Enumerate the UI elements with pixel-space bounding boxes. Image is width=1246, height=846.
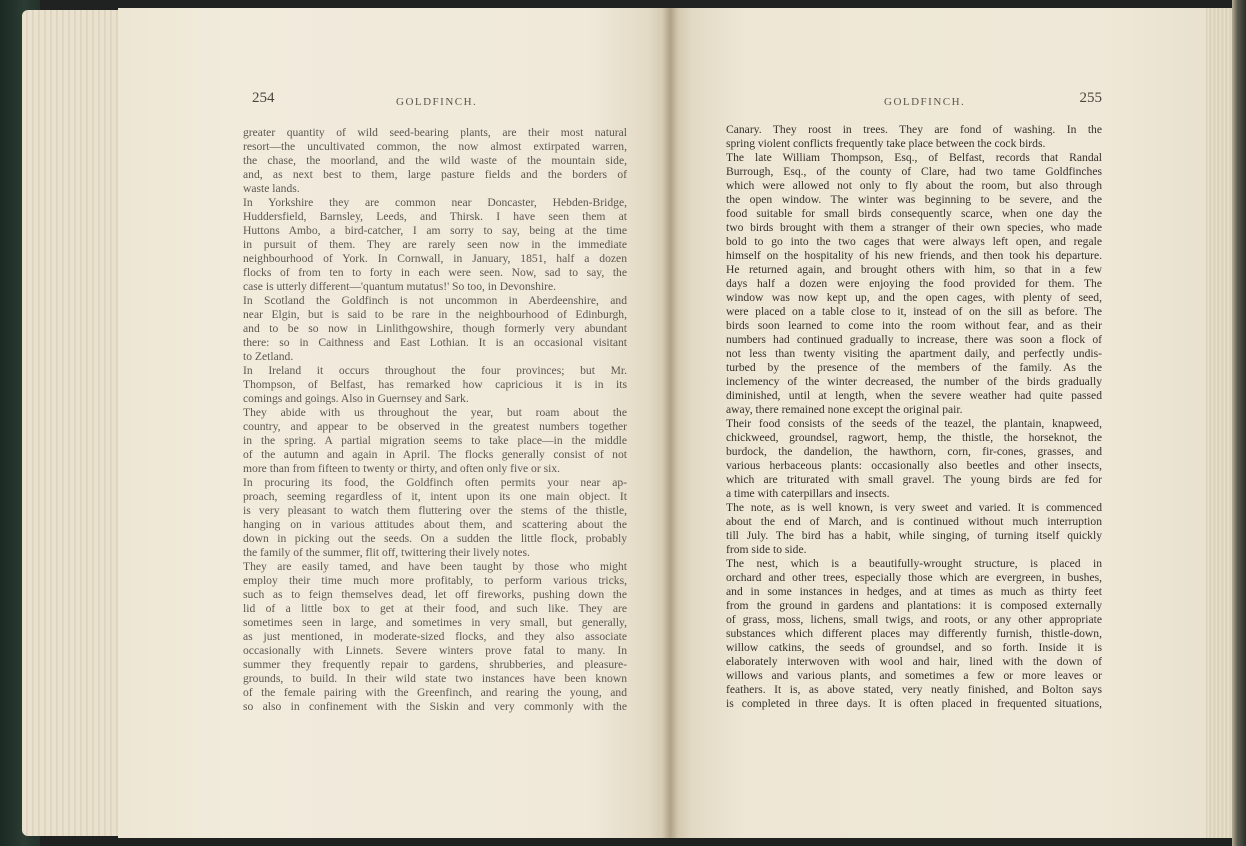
text-line: were placed on a table close to it, instead of on the sill as before. The <box>726 305 1102 318</box>
text-line: the chase, the moorland, and the wild waste of the mountain side, <box>243 154 627 167</box>
text-line: substances which different places may differently furnish, thistle-down, <box>726 627 1102 640</box>
text-line: the open window. The winter was beginning to be severe, and the <box>726 193 1102 206</box>
text-line: case is utterly different—'quantum mutatus!' So too, in Devonshire. <box>243 280 557 293</box>
text-line: Canary. They roost in trees. They are fond of washing. In the <box>726 123 1102 136</box>
text-line: chickweed, groundsel, ragwort, hemp, the thistle, the horseknot, the <box>726 431 1102 444</box>
right-running-head <box>726 90 1102 112</box>
text-line: They abide with us throughout the year, but roam about the <box>243 406 627 419</box>
text-line: himself on the hospitality of his new friends, and then took his departure. <box>726 249 1102 262</box>
left-page-body <box>243 126 627 714</box>
text-line: to Zetland. <box>243 350 294 363</box>
text-line: near Elgin, but is said to be rare in the neighbourhood of Edinburgh, <box>243 308 627 321</box>
text-line: till July. The bird has a habit, while singing, of turning itself quickly <box>726 529 1102 542</box>
text-line: In Scotland the Goldfinch is not uncommon in Aberdeenshire, and <box>243 294 627 307</box>
text-line: willows and various plants, and sometimes a few or more leaves or <box>726 669 1102 682</box>
text-line: comings and goings. Also in Guernsey and Sark. <box>243 392 469 405</box>
text-line: orchard and other trees, especially those which are evergreen, in bushes, <box>726 571 1102 584</box>
text-line: turbed by the presence of the members of the family. As the <box>726 361 1102 374</box>
text-line: which were allowed not only to fly about the room, but also through <box>726 179 1102 192</box>
text-line: numbers had continued gradually to increase, there was soon a flock of <box>726 333 1102 346</box>
text-line: as just mentioned, in moderate-sized flocks, and they also associate <box>243 630 627 643</box>
text-line: spring violent conflicts frequently take place between the cock birds. <box>726 137 1046 150</box>
text-line: there: so in Caithness and East Lothian. It is an occasional visitant <box>243 336 627 349</box>
text-line: and, as next best to them, large pasture fields and the borders of <box>243 168 627 181</box>
text-line: summer they frequently repair to gardens, shrubberies, and pleasure- <box>243 658 627 671</box>
text-line: of the autumn and again in April. The flocks generally consist of not <box>243 448 627 461</box>
text-line: more than from fifteen to twenty or thirty, and often only five or six. <box>243 462 561 475</box>
text-line: lid of a little box to get at their food, and such like. They are <box>243 602 627 615</box>
text-line: flocks of from ten to forty in each were seen. Now, sad to say, the <box>243 266 627 279</box>
text-line: They are easily tamed, and have been taught by those who might <box>243 560 627 573</box>
text-line: from the ground in gardens and plantations: it is composed externally <box>726 599 1102 612</box>
text-line: proach, seeming regardless of it, intent upon its one main object. It <box>243 490 627 503</box>
text-line: greater quantity of wild seed-bearing plants, are their most natural <box>243 126 627 139</box>
text-line: which are triturated with small gravel. The young birds are fed for <box>726 473 1102 486</box>
left-page-number: 254 <box>252 90 275 106</box>
left-running-title: GOLDFINCH. <box>396 96 478 108</box>
text-line: of the female pairing with the Greenfinch, and rearing the young, and <box>243 686 627 699</box>
text-line: food suitable for small birds consequently scarce, when one day the <box>726 207 1102 220</box>
text-line: and to be so now in Linlithgowshire, though formerly very abundant <box>243 322 627 335</box>
text-line: two birds brought with them a stranger of their own species, who made <box>726 221 1102 234</box>
text-line: willow catkins, the seeds of groundsel, and so forth. Inside it is <box>726 641 1102 654</box>
text-line: The note, as is well known, is very sweet and varied. It is commenced <box>726 501 1102 514</box>
text-line: and in some instances in hedges, and at times as much as thirty feet <box>726 585 1102 598</box>
text-line: country, and appear to be observed in the greatest numbers together <box>243 420 627 433</box>
text-line: various herbaceous plants: occasionally also beetles and other insects, <box>726 459 1102 472</box>
text-line: In Ireland it occurs throughout the four provinces; but Mr. <box>243 364 627 377</box>
text-line: waste lands. <box>243 182 300 195</box>
text-line: In procuring its food, the Goldfinch often permits your near ap- <box>243 476 627 489</box>
right-running-title: GOLDFINCH. <box>884 96 966 108</box>
page-edges-left <box>22 10 132 836</box>
text-line: of grass, moss, lichens, small twigs, and roots, or any other appropriate <box>726 613 1102 626</box>
text-line: in pursuit of them. They are rarely seen now in the immediate <box>243 238 627 251</box>
text-line: the family of the summer, flit off, twittering their lively notes. <box>243 546 530 559</box>
text-line: bold to go into the two cages that were always left open, and regale <box>726 235 1102 248</box>
text-line: a time with caterpillars and insects. <box>726 487 890 500</box>
text-line: Burrough, Esq., of the county of Clare, had two tame Goldfinches <box>726 165 1102 178</box>
text-line: window was now kept up, and the open cages, with plenty of seed, <box>726 291 1102 304</box>
text-line: from side to side. <box>726 543 807 556</box>
text-line: occasionally with Linnets. Severe winters prove fatal to many. In <box>243 644 627 657</box>
text-line: hanging on in various attitudes about them, and scattering about the <box>243 518 627 531</box>
text-line: birds soon learned to come into the room without fear, and as their <box>726 319 1102 332</box>
text-line: about the end of March, and is continued without much interruption <box>726 515 1102 528</box>
right-page-number: 255 <box>1079 90 1102 106</box>
text-line: days half a dozen were enjoying the food provided for them. The <box>726 277 1102 290</box>
text-line: diminished, until at length, when the severe weather had quite passed <box>726 389 1102 402</box>
text-line: is completed in three days. It is often placed in frequented situations, <box>726 697 1102 710</box>
text-line: Huttons Ambo, a bird-catcher, I am sorry to say, being at the time <box>243 224 627 237</box>
text-line: In Yorkshire they are common near Doncaster, Hebden-Bridge, <box>243 196 627 209</box>
right-page-body <box>726 123 1102 711</box>
text-line: so also in confinement with the Siskin and very commonly with the <box>243 700 627 713</box>
text-line: Huddersfield, Barnsley, Leeds, and Thirsk. I have seen them at <box>243 210 627 223</box>
text-line: in the spring. A partial migration seems to take place—in the middle <box>243 434 627 447</box>
left-running-head <box>252 90 628 112</box>
text-line: inclemency of the winter decreased, the number of the birds gradually <box>726 375 1102 388</box>
text-line: away, there remained none except the original pair. <box>726 403 963 416</box>
text-line: employ their time much more profitably, to perform various tricks, <box>243 574 627 587</box>
text-line: elaborately interwoven with wool and hair, lined with the down of <box>726 655 1102 668</box>
text-line: feathers. It is, as above stated, very neatly finished, and Bolton says <box>726 683 1102 696</box>
text-line: neighbourhood of York. In Cornwall, in January, 1851, half a dozen <box>243 252 627 265</box>
text-line: He returned again, and brought others with him, so that in a few <box>726 263 1102 276</box>
book-gutter <box>662 8 678 838</box>
text-line: Their food consists of the seeds of the teazel, the plantain, knapweed, <box>726 417 1102 430</box>
text-line: grounds, to build. In their wild state two instances have been known <box>243 672 627 685</box>
text-line: down in picking out the seeds. On a sudden the little flock, probably <box>243 532 627 545</box>
text-line: The nest, which is a beautifully-wrought structure, is placed in <box>726 557 1102 570</box>
text-line: is very pleasant to watch them fluttering over the stems of the thistle, <box>243 504 627 517</box>
text-line: Thompson, of Belfast, has remarked how capricious it is in its <box>243 378 627 391</box>
text-line: The late William Thompson, Esq., of Belfast, records that Randal <box>726 151 1102 164</box>
text-line: burdock, the dandelion, the hawthorn, corn, fir-cones, grasses, and <box>726 445 1102 458</box>
text-line: sometimes seen in large, and sometimes in very small, but generally, <box>243 616 627 629</box>
text-line: not less than twenty visiting the apartment daily, and perfectly undis- <box>726 347 1102 360</box>
text-line: resort—the uncultivated common, the now almost extirpated warren, <box>243 140 627 153</box>
book-cover-right <box>1232 0 1246 846</box>
text-line: such as to feign themselves dead, let off fireworks, pushing down the <box>243 588 627 601</box>
